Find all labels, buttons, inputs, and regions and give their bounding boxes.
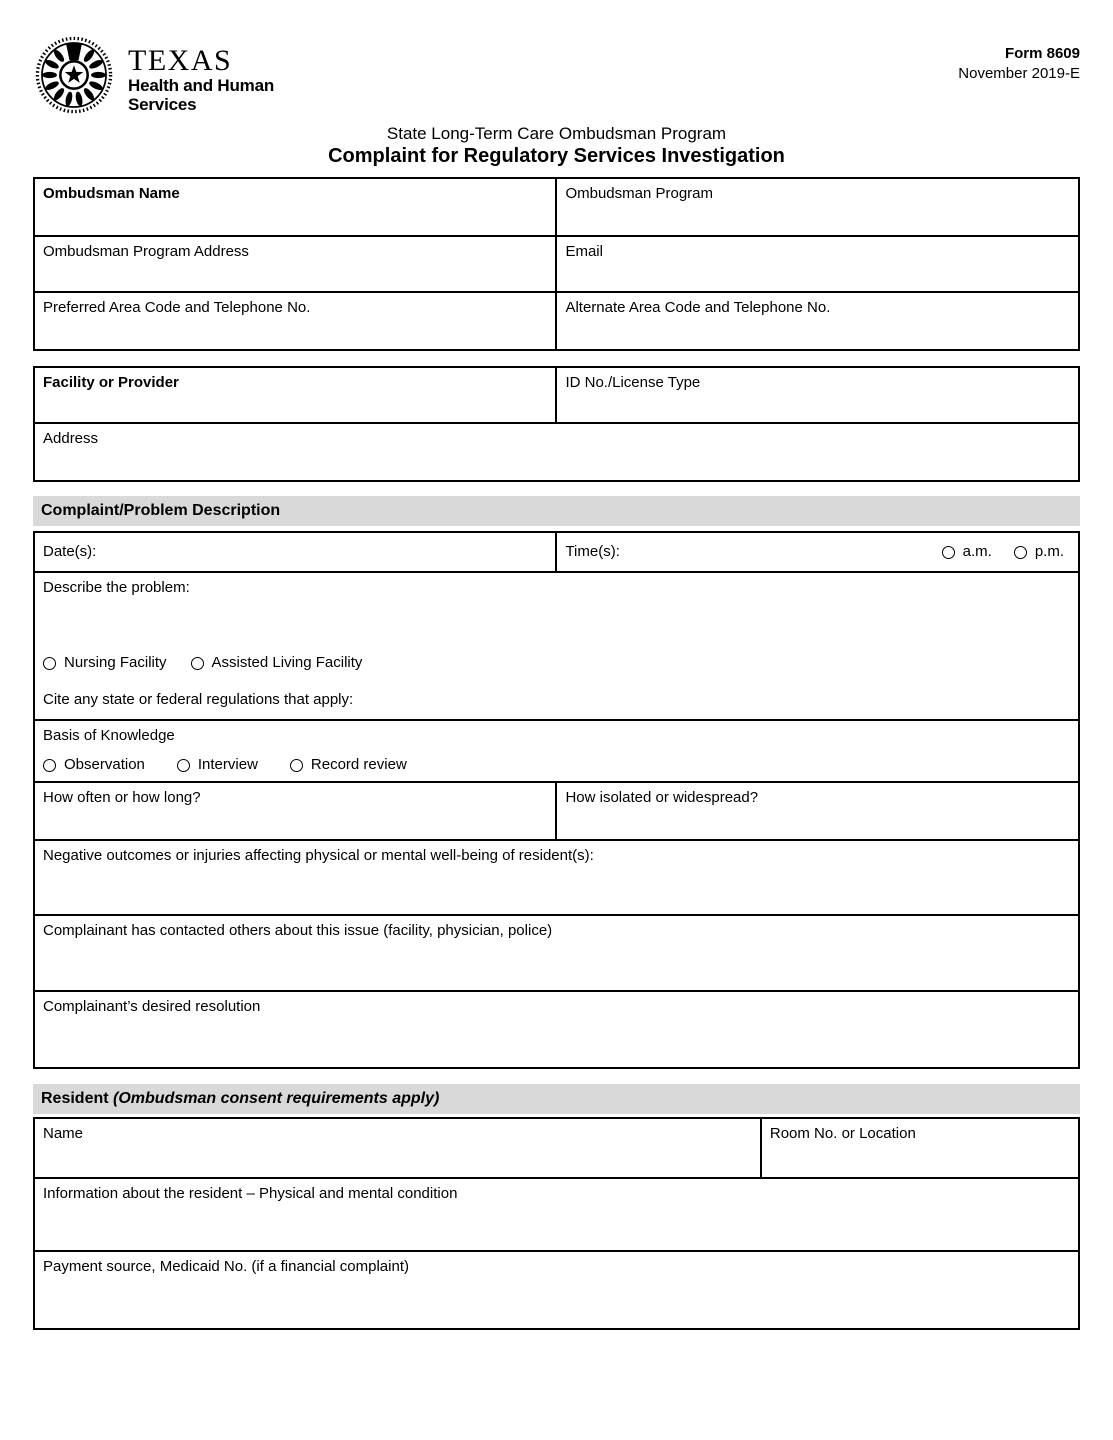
field-label: Information about the resident – Physical and mental condition (43, 1184, 458, 1202)
radio-circle-icon (942, 546, 955, 559)
table-row (35, 533, 1078, 571)
table-row (35, 914, 1078, 990)
ombudsman-table (33, 177, 1080, 351)
complaint-section-header: Complaint/Problem Description (33, 496, 1080, 526)
radio-label: p.m. (1034, 542, 1064, 560)
field-label: Complainant’s desired resolution (43, 997, 261, 1015)
field-label: Basis of Knowledge (43, 727, 175, 744)
form-identifier (958, 34, 1080, 85)
radio-circle-icon (177, 759, 190, 772)
radio-circle-icon (1014, 546, 1027, 559)
field-label: Negative outcomes or injuries affecting physical or mental well-being of resident(s): (43, 846, 594, 864)
how-often-field[interactable] (35, 783, 555, 839)
table-row (35, 1177, 1078, 1250)
radio-record-review[interactable] (290, 756, 407, 775)
field-label: Alternate Area Code and Telephone No. (565, 299, 831, 316)
logo-agency-line2: Services (128, 95, 197, 115)
table-row (35, 422, 1078, 480)
field-label: Address (43, 430, 99, 447)
desired-resolution-field[interactable] (35, 992, 1078, 1067)
table-row (35, 990, 1078, 1067)
field-label: How often or how long? (43, 788, 201, 806)
basis-of-knowledge-field[interactable] (35, 721, 1078, 781)
field-label: Room No. or Location (769, 1124, 916, 1142)
facility-address-field[interactable] (35, 424, 1078, 480)
page-header (33, 34, 1080, 116)
field-label: Describe the problem: (43, 579, 190, 596)
form-subtitle: State Long-Term Care Ombudsman Program (386, 124, 727, 143)
radio-circle-icon (191, 657, 204, 670)
payment-source-field[interactable] (35, 1252, 1078, 1328)
resident-section-header (33, 1084, 1080, 1114)
contacted-others-field[interactable] (35, 916, 1078, 990)
radio-circle-icon (43, 657, 56, 670)
radio-am[interactable] (942, 543, 992, 562)
agency-logo-text (128, 34, 274, 114)
table-row (35, 839, 1078, 914)
agency-logo (33, 34, 274, 116)
complaint-table (33, 531, 1080, 1069)
radio-nursing-facility[interactable] (43, 654, 167, 673)
describe-problem-field[interactable] (35, 573, 1078, 719)
radio-pm[interactable] (1014, 543, 1064, 562)
section-title: Resident (41, 1089, 109, 1107)
radio-circle-icon (43, 759, 56, 772)
radio-label: Interview (197, 755, 258, 773)
resident-name-field[interactable] (35, 1119, 760, 1177)
facility-table (33, 366, 1080, 482)
field-label: Preferred Area Code and Telephone No. (43, 299, 311, 316)
how-isolated-field[interactable] (555, 783, 1078, 839)
form-revision-date: November 2019-E (958, 65, 1080, 83)
facility-provider-field[interactable] (35, 368, 555, 422)
table-row (35, 368, 1078, 422)
field-label: Ombudsman Program Address (43, 243, 249, 260)
basis-radio-group (43, 756, 1070, 775)
radio-observation[interactable] (43, 756, 145, 775)
table-row (35, 179, 1078, 235)
room-location-field[interactable] (760, 1119, 1078, 1177)
facility-type-radio-group (43, 654, 1070, 673)
table-row (35, 571, 1078, 719)
field-label: Complainant has contacted others about this issue (facility, physician, police) (43, 921, 553, 939)
radio-label: Nursing Facility (64, 653, 167, 671)
field-label: Time(s): (565, 542, 620, 560)
ombudsman-program-field[interactable] (555, 179, 1078, 235)
resident-info-field[interactable] (35, 1179, 1078, 1250)
ombudsman-program-address-field[interactable] (35, 237, 555, 291)
table-row (35, 1119, 1078, 1177)
field-label: Ombudsman Name (43, 185, 180, 202)
section-title-note: (Ombudsman consent requirements apply) (113, 1089, 440, 1107)
alternate-phone-field[interactable] (555, 293, 1078, 349)
table-row (35, 719, 1078, 781)
table-row (35, 1250, 1078, 1328)
regulations-field-label: Cite any state or federal regulations that apply: (43, 690, 354, 708)
negative-outcomes-field[interactable] (35, 841, 1078, 914)
resident-table (33, 1117, 1080, 1330)
radio-interview[interactable] (177, 756, 258, 775)
page-title: Complaint for Regulatory Services Investigation (328, 145, 785, 167)
field-label: ID No./License Type (565, 374, 701, 391)
radio-assisted-living-facility[interactable] (191, 654, 363, 673)
radio-label: Record review (310, 755, 407, 773)
field-label: Facility or Provider (43, 374, 179, 391)
radio-circle-icon (290, 759, 303, 772)
preferred-phone-field[interactable] (35, 293, 555, 349)
radio-label: a.m. (962, 542, 992, 560)
logo-agency-line1: Health and Human (128, 76, 275, 95)
logo-state-name: TEXAS (128, 44, 233, 77)
id-license-type-field[interactable] (555, 368, 1078, 422)
radio-label: Assisted Living Facility (211, 653, 363, 671)
ombudsman-name-field[interactable] (35, 179, 555, 235)
ampm-radio-group (942, 543, 1064, 562)
table-row (35, 235, 1078, 291)
table-row (35, 291, 1078, 349)
form-number: Form 8609 (1004, 45, 1080, 62)
table-row (35, 781, 1078, 839)
texas-hhs-seal-icon (33, 34, 115, 116)
field-label: Email (565, 243, 603, 260)
field-label: How isolated or widespread? (565, 788, 759, 806)
email-field[interactable] (555, 237, 1078, 291)
times-field[interactable] (555, 533, 1078, 571)
field-label: Name (43, 1124, 84, 1142)
field-label: Payment source, Medicaid No. (if a financial complaint) (43, 1257, 409, 1275)
radio-label: Observation (64, 755, 145, 773)
field-label: Ombudsman Program (565, 185, 714, 202)
dates-field[interactable] (35, 533, 555, 571)
field-label: Date(s): (43, 542, 97, 560)
